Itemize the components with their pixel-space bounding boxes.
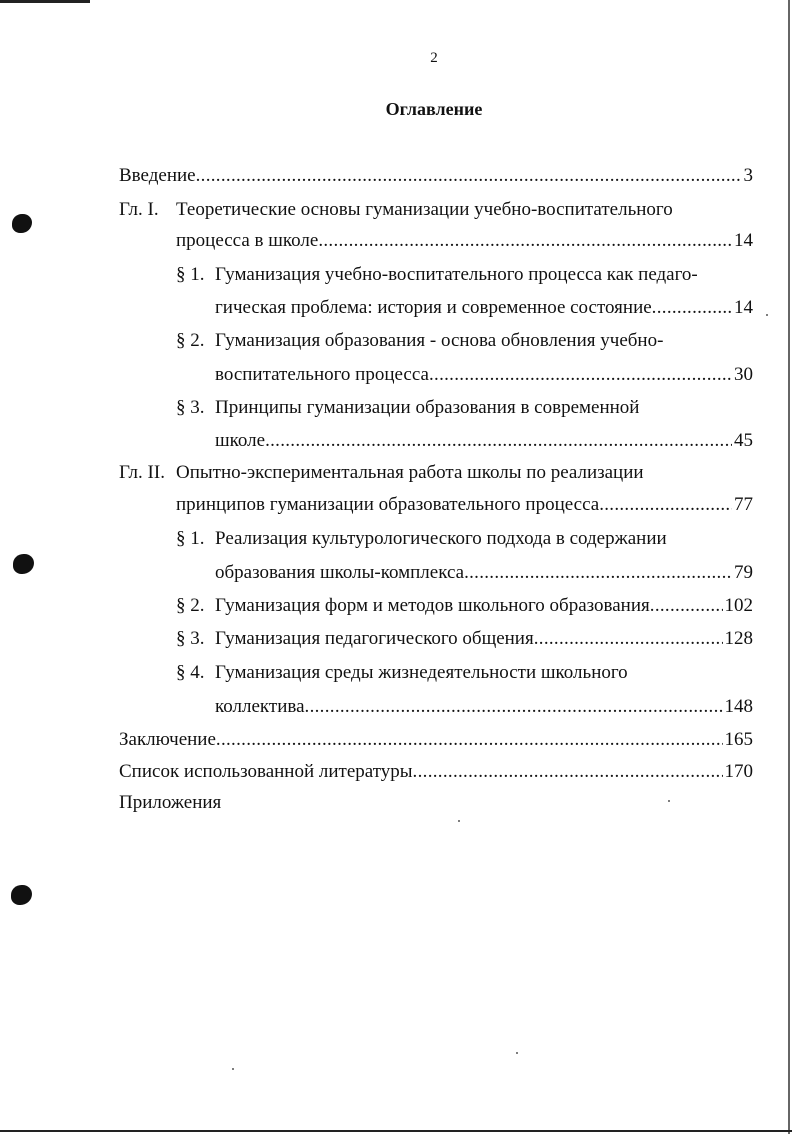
dot-leader — [196, 165, 742, 187]
chapter-2-title-line1[interactable]: Опытно-экспериментальная работа школы по реализации — [176, 462, 644, 483]
section-2-4-prefix: § 4. — [176, 662, 205, 683]
toc-label: коллектива — [215, 696, 305, 717]
toc-entry-section-2-2[interactable] — [215, 595, 753, 617]
toc-page: 79 — [734, 562, 753, 583]
toc-page: 14 — [734, 230, 753, 251]
toc-label: школе — [215, 430, 266, 451]
toc-entry-bibliography[interactable] — [119, 761, 753, 783]
toc-entry-section-1-2[interactable] — [215, 364, 753, 386]
toc-page: 3 — [743, 165, 753, 186]
toc-page: 102 — [724, 595, 753, 616]
toc-label: воспитательного процесса — [215, 364, 429, 385]
dot-leader — [216, 729, 723, 751]
section-1-1-prefix: § 1. — [176, 264, 205, 285]
page-number: 2 — [430, 50, 438, 66]
chapter-2-prefix: Гл. II. — [119, 462, 165, 483]
toc-entry-section-2-3[interactable] — [215, 628, 753, 650]
section-1-2-title-line1[interactable]: Гуманизация образования - основа обновления учебно- — [215, 330, 664, 351]
dot-leader — [429, 364, 732, 386]
section-1-2-prefix: § 2. — [176, 330, 205, 351]
toc-entry-chapter-1[interactable] — [176, 230, 753, 252]
dot-leader — [652, 297, 732, 319]
chapter-1-title-line1[interactable]: Теоретические основы гуманизации учебно-воспитательного — [176, 199, 673, 220]
toc-entry-section-1-1[interactable] — [215, 297, 753, 319]
section-2-1-title-line1[interactable]: Реализация культурологического подхода в содержании — [215, 528, 667, 549]
toc-entry-chapter-2[interactable] — [176, 494, 753, 516]
toc-label: процесса в школе — [176, 230, 319, 251]
toc-label: Список использованной литературы — [119, 761, 413, 782]
toc-label: Гуманизация педагогического общения — [215, 628, 534, 649]
toc-page: 77 — [734, 494, 753, 515]
section-2-3-prefix: § 3. — [176, 628, 205, 649]
toc-page: 128 — [724, 628, 753, 649]
dot-leader — [318, 230, 732, 252]
section-2-1-prefix: § 1. — [176, 528, 205, 549]
dot-leader — [534, 628, 723, 650]
toc-page: 30 — [734, 364, 753, 385]
dot-leader — [265, 430, 732, 452]
toc-entry-intro[interactable] — [119, 165, 753, 187]
toc-entry-section-2-4[interactable] — [215, 696, 753, 718]
toc-page: 170 — [724, 761, 753, 782]
chapter-1-prefix: Гл. I. — [119, 199, 159, 220]
dot-leader — [599, 494, 732, 516]
toc-entry-section-2-1[interactable] — [215, 562, 753, 584]
section-2-4-title-line1[interactable]: Гуманизация среды жизнедеятельности школьного — [215, 662, 628, 683]
toc-page: 14 — [734, 297, 753, 318]
toc-entry-section-1-3[interactable] — [215, 430, 753, 452]
page-title: Оглавление — [385, 99, 483, 119]
section-1-1-title-line1[interactable]: Гуманизация учебно-воспитательного процесса как педаго- — [215, 264, 698, 285]
dot-leader — [464, 562, 732, 584]
section-1-3-title-line1[interactable]: Принципы гуманизации образования в современной — [215, 397, 640, 418]
toc-label: образования школы-комплекса — [215, 562, 465, 583]
dot-leader — [650, 595, 723, 617]
toc-page: 45 — [734, 430, 753, 451]
section-2-2-prefix: § 2. — [176, 595, 205, 616]
toc-page: 165 — [724, 729, 753, 750]
toc-page: 148 — [724, 696, 753, 717]
dot-leader — [305, 696, 723, 718]
toc-label: Заключение — [119, 729, 216, 750]
section-1-3-prefix: § 3. — [176, 397, 205, 418]
toc-label: Введение — [119, 165, 196, 186]
toc-label: гическая проблема: история и современное состояние — [215, 297, 652, 318]
toc-label: Гуманизация форм и методов школьного образования — [215, 595, 650, 616]
toc-entry-conclusion[interactable] — [119, 729, 753, 751]
toc-entry-appendices[interactable]: Приложения — [119, 792, 222, 813]
dot-leader — [413, 761, 723, 783]
toc-label: принципов гуманизации образовательного процесса — [176, 494, 600, 515]
